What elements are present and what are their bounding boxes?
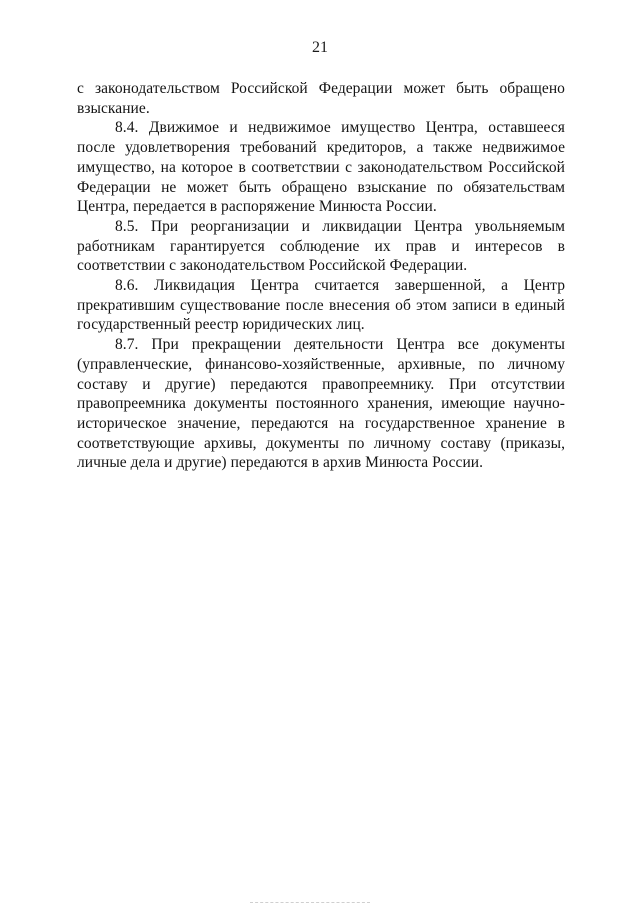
paragraph-8-4: 8.4. Движимое и недвижимое имущество Центра, оставшееся после удовлетворения требований кредиторов, а также недвижимое имущество, на которое в соответствии с законодательством Российской Федерации не может быть обращено взыскание по обязательствам Центра, передается в распоряжение Минюста России. — [77, 119, 565, 216]
paragraph-8-5: 8.5. При реорганизации и ликвидации Центра увольняемым работникам гарантируется соблюдение их прав и интересов в соответствии с законодательством Российской Федерации. — [77, 217, 565, 275]
page-number: 21 — [312, 39, 328, 56]
paragraph-8-6: 8.6. Ликвидация Центра считается завершенной, а Центр прекратившим существование после внесения об этом записи в единый государственный реестр юридических лиц. — [77, 277, 565, 334]
paragraph-8-7: 8.7. При прекращении деятельности Центра все документы (управленческие, финансово-хозяйственные, архивные, по личному составу и другие) передаются правопреемнику. При отсутствии правопреемника документы постоянного хранения, имеющие научно-историческое значение, передаются на государственное хранение в соответствующие архивы, документы по личному составу (приказы, личные дела и другие) передаются в архив Минюста России. — [77, 336, 565, 472]
document-body — [77, 79, 565, 473]
scan-edge-mark — [250, 900, 370, 903]
paragraph-continuation: с законодательством Российской Федерации может быть обращено взыскание. — [77, 80, 565, 117]
